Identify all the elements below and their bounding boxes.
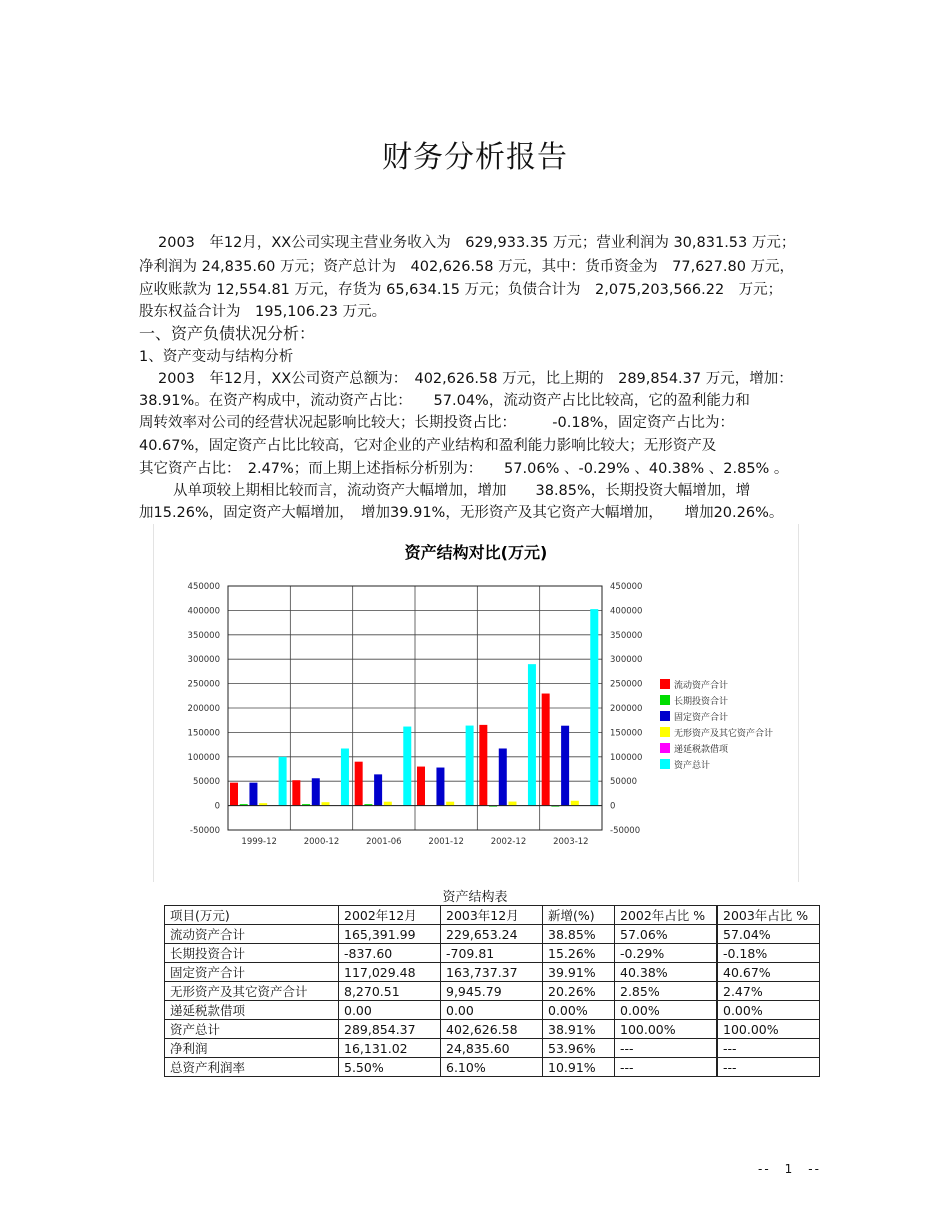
table-cell: 57.04% bbox=[717, 925, 820, 944]
y-tick-label-left: -50000 bbox=[189, 826, 220, 836]
x-tick-label: 2001-12 bbox=[428, 837, 464, 847]
table-cell: 总资产利润率 bbox=[165, 1058, 339, 1077]
table-cell: 100.00% bbox=[717, 1020, 820, 1039]
legend-label: 流动资产合计 bbox=[674, 681, 729, 691]
table-cell: 0.00% bbox=[717, 1001, 820, 1020]
y-tick-label-left: 250000 bbox=[187, 679, 220, 690]
y-tick-label-left: 400000 bbox=[187, 606, 220, 617]
x-tick-label: 2000-12 bbox=[303, 837, 340, 847]
legend-label: 无形资产及其它资产合计 bbox=[674, 729, 774, 739]
table-cell: 38.85% bbox=[543, 925, 615, 944]
bar-3-1999-12 bbox=[249, 783, 257, 806]
table-cell: --- bbox=[717, 1039, 820, 1058]
bar-4-2000-12 bbox=[322, 802, 330, 805]
table-row bbox=[165, 1001, 820, 1020]
x-tick-label: 2002-12 bbox=[490, 837, 527, 847]
table-cell: 无形资产及其它资产合计 bbox=[165, 982, 339, 1001]
y-tick-label-right: 350000 bbox=[610, 630, 643, 641]
y-tick-label-right: 250000 bbox=[610, 679, 643, 690]
table-cell: -709.81 bbox=[441, 944, 543, 963]
table-header-cell: 项目(万元) bbox=[165, 906, 339, 925]
bar-4-2002-12 bbox=[509, 802, 517, 806]
y-tick-label-left: 50000 bbox=[192, 777, 220, 788]
y-tick-label-right: 200000 bbox=[610, 704, 643, 714]
table-cell: 流动资产合计 bbox=[165, 925, 339, 944]
legend-label: 长期投资合计 bbox=[674, 697, 729, 707]
chart-title: 资产结构对比(万元) bbox=[404, 543, 548, 562]
table-cell: 117,029.48 bbox=[339, 963, 441, 982]
bar-1-2003-12 bbox=[542, 694, 550, 806]
table-cell: 2.85% bbox=[615, 982, 718, 1001]
table-header-cell: 2003年占比 % bbox=[717, 906, 820, 925]
table-cell: 165,391.99 bbox=[339, 925, 441, 944]
table-cell: 289,854.37 bbox=[339, 1020, 441, 1039]
legend-swatch bbox=[660, 679, 670, 689]
bar-3-2001-06 bbox=[374, 774, 382, 805]
table-cell: --- bbox=[615, 1058, 718, 1077]
y-tick-label-right: 450000 bbox=[610, 582, 643, 592]
table-cell: 8,270.51 bbox=[339, 982, 441, 1001]
bar-4-2001-12 bbox=[446, 802, 454, 806]
asset-structure-table bbox=[164, 905, 820, 1077]
y-tick-label-right: 400000 bbox=[610, 606, 643, 617]
table-row bbox=[165, 1020, 820, 1039]
subsection-heading: 1、资产变动与结构分析 bbox=[139, 349, 294, 365]
bar-4-2001-06 bbox=[384, 802, 392, 806]
table-cell: 0.00% bbox=[543, 1001, 615, 1020]
table-cell: 38.91% bbox=[543, 1020, 615, 1039]
para1-line-4: 40.67%，固定资产占比比较高，它对企业的产业结构和盈利能力影响比较大；无形资产及 bbox=[139, 438, 717, 454]
y-tick-label-right: 300000 bbox=[610, 655, 643, 666]
legend-label: 递延税款借项 bbox=[674, 745, 729, 755]
bar-1-2001-12 bbox=[417, 767, 425, 806]
y-tick-label-left: 350000 bbox=[187, 630, 220, 641]
table-cell: 15.26% bbox=[543, 944, 615, 963]
para1-line-5: 其它资产占比： 2.47%；而上期上述指标分析别为： 57.06% 、-0.29% 、40.38% 、2.85% 。 bbox=[139, 461, 789, 477]
table-header-cell: 2003年12月 bbox=[441, 906, 543, 925]
table-cell: 20.26% bbox=[543, 982, 615, 1001]
table-cell: 0.00 bbox=[339, 1001, 441, 1020]
table-row bbox=[165, 982, 820, 1001]
bar-1-1999-12 bbox=[230, 783, 238, 806]
table-cell: 0.00% bbox=[615, 1001, 718, 1020]
x-tick-label: 1999-12 bbox=[241, 837, 277, 847]
legend-swatch bbox=[660, 759, 670, 769]
bar-3-2003-12 bbox=[561, 726, 569, 806]
table-cell: 递延税款借项 bbox=[165, 1001, 339, 1020]
legend-swatch bbox=[660, 727, 670, 737]
table-cell: 5.50% bbox=[339, 1058, 441, 1077]
page-title: 财务分析报告 bbox=[382, 140, 568, 175]
para1-line-1: 2003 年12月，XX公司资产总额为： 402,626.58 万元，比上期的 289,854.37 万元，增加： bbox=[158, 371, 793, 387]
para2-line-1: 从单项较上期相比较而言，流动资产大幅增加，增加 38.85%，长期投资大幅增加，增 bbox=[173, 483, 751, 499]
table-row bbox=[165, 944, 820, 963]
bar-4-2003-12 bbox=[571, 801, 579, 806]
table-header-cell: 2002年占比 % bbox=[615, 906, 718, 925]
bar-6-2000-12 bbox=[341, 749, 349, 806]
y-tick-label-left: 150000 bbox=[187, 728, 220, 739]
table-row bbox=[165, 1039, 820, 1058]
bar-6-1999-12 bbox=[279, 757, 287, 806]
bar-3-2002-12 bbox=[499, 748, 507, 805]
y-tick-label-right: -50000 bbox=[610, 826, 641, 836]
table-cell: 40.67% bbox=[717, 963, 820, 982]
section-heading: 一、资产负债状况分析： bbox=[139, 324, 316, 343]
bar-3-2000-12 bbox=[312, 778, 320, 805]
legend-swatch bbox=[660, 695, 670, 705]
table-cell: 6.10% bbox=[441, 1058, 543, 1077]
table-cell: 净利润 bbox=[165, 1039, 339, 1058]
bar-6-2003-12 bbox=[590, 609, 598, 805]
bar-1-2002-12 bbox=[479, 725, 487, 806]
y-tick-label-right: 150000 bbox=[610, 728, 643, 739]
table-cell: 24,835.60 bbox=[441, 1039, 543, 1058]
table-caption: 资产结构表 bbox=[442, 890, 508, 905]
legend-swatch bbox=[660, 711, 670, 721]
table-cell: -837.60 bbox=[339, 944, 441, 963]
table-cell: 57.06% bbox=[615, 925, 718, 944]
table-cell: --- bbox=[717, 1058, 820, 1077]
table-cell: 10.91% bbox=[543, 1058, 615, 1077]
asset-structure-chart bbox=[153, 524, 799, 882]
x-tick-label: 2003-12 bbox=[553, 837, 589, 847]
intro-line-1: 2003 年12月，XX公司实现主营业务收入为 629,933.35 万元；营业利润为 30,831.53 万元； bbox=[158, 235, 796, 251]
table-cell: 9,945.79 bbox=[441, 982, 543, 1001]
table-row bbox=[165, 1058, 820, 1077]
table-cell: 资产总计 bbox=[165, 1020, 339, 1039]
table-cell: 402,626.58 bbox=[441, 1020, 543, 1039]
y-tick-label-right: 50000 bbox=[610, 777, 638, 788]
bar-6-2002-12 bbox=[528, 664, 536, 805]
table-row bbox=[165, 925, 820, 944]
y-tick-label-left: 0 bbox=[214, 801, 220, 812]
chart-svg bbox=[154, 524, 798, 882]
table-cell: 0.00 bbox=[441, 1001, 543, 1020]
table-header-cell: 2002年12月 bbox=[339, 906, 441, 925]
y-tick-label-left: 200000 bbox=[187, 704, 220, 714]
table-cell: 163,737.37 bbox=[441, 963, 543, 982]
legend-label: 固定资产合计 bbox=[674, 713, 729, 723]
para1-line-3: 周转效率对公司的经营状况起影响比较大；长期投资占比： -0.18%，固定资产占比为： bbox=[139, 415, 735, 431]
intro-line-4: 股东权益合计为 195,106.23 万元。 bbox=[139, 304, 387, 320]
bar-3-2001-12 bbox=[436, 768, 444, 806]
bar-6-2001-06 bbox=[403, 727, 411, 806]
intro-line-2: 净利润为 24,835.60 万元；资产总计为 402,626.58 万元，其中：货币资金为 77,627.80 万元， bbox=[139, 259, 795, 275]
table-cell: 39.91% bbox=[543, 963, 615, 982]
legend-label: 资产总计 bbox=[674, 761, 711, 771]
legend-swatch bbox=[660, 743, 670, 753]
table-row bbox=[165, 963, 820, 982]
bar-1-2000-12 bbox=[292, 780, 300, 805]
bar-6-2001-12 bbox=[466, 726, 474, 806]
table-header-row bbox=[165, 906, 820, 925]
y-tick-label-left: 300000 bbox=[187, 655, 220, 666]
table-cell: 固定资产合计 bbox=[165, 963, 339, 982]
y-tick-label-right: 0 bbox=[610, 801, 616, 812]
table-cell: -0.29% bbox=[615, 944, 718, 963]
y-tick-label-left: 450000 bbox=[187, 582, 220, 592]
para2-line-2: 加15.26%，固定资产大幅增加， 增加39.91%，无形资产及其它资产大幅增加， 增加20.26%。 bbox=[139, 505, 784, 521]
table-cell: --- bbox=[615, 1039, 718, 1058]
table-cell: -0.18% bbox=[717, 944, 820, 963]
intro-line-3: 应收账款为 12,554.81 万元，存货为 65,634.15 万元；负债合计为 2,075,203,566.22 万元； bbox=[139, 282, 783, 298]
x-tick-label: 2001-06 bbox=[366, 837, 402, 847]
page-number: -- 1 -- bbox=[758, 1162, 821, 1176]
table-cell: 229,653.24 bbox=[441, 925, 543, 944]
y-tick-label-left: 100000 bbox=[187, 752, 220, 763]
table-cell: 40.38% bbox=[615, 963, 718, 982]
table-cell: 2.47% bbox=[717, 982, 820, 1001]
table-cell: 长期投资合计 bbox=[165, 944, 339, 963]
para1-line-2: 38.91%。在资产构成中，流动资产占比： 57.04%，流动资产占比比较高，它的盈利能力和 bbox=[139, 393, 750, 409]
bar-1-2001-06 bbox=[355, 762, 363, 806]
table-cell: 100.00% bbox=[615, 1020, 718, 1039]
y-tick-label-right: 100000 bbox=[610, 752, 643, 763]
table-cell: 53.96% bbox=[543, 1039, 615, 1058]
table-header-cell: 新增(%) bbox=[543, 906, 615, 925]
table-cell: 16,131.02 bbox=[339, 1039, 441, 1058]
